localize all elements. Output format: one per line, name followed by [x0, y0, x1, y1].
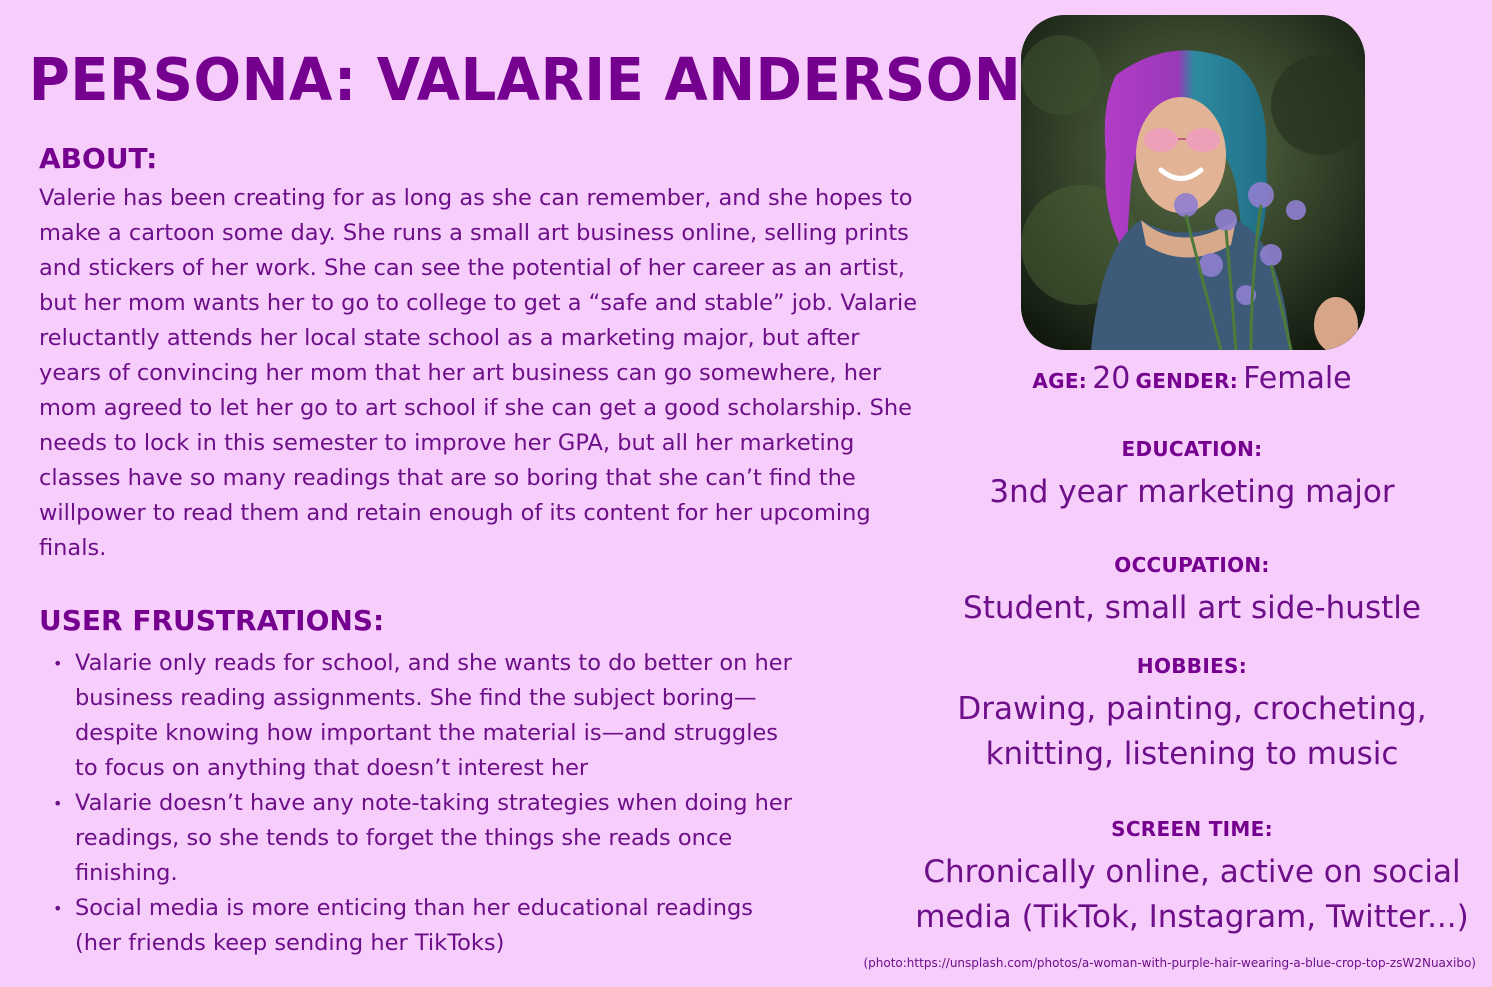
portrait-photo-icon: [1021, 15, 1365, 350]
age-value: 20: [1092, 361, 1131, 396]
gender-value: Female: [1243, 361, 1352, 396]
age-gender-row: [900, 356, 1484, 401]
screen-time-line: Chronically online, active on social: [923, 854, 1461, 890]
occupation-value: Student, small art side-hustle: [963, 590, 1421, 626]
screen-time-line: media (TikTok, Instagram, Twitter...): [915, 899, 1469, 935]
frustrations-list: [39, 646, 799, 961]
list-item: • Social media is more enticing than her educational readings (her friends keep sending her TikToks): [39, 891, 799, 961]
gender-label: GENDER:: [1135, 369, 1239, 393]
screen-time-label: SCREEN TIME:: [1111, 817, 1273, 841]
education-label: EDUCATION:: [1121, 437, 1263, 461]
list-item: • Valarie doesn’t have any note-taking strategies when doing her readings, so she tends to forget the things she reads once finishing.: [39, 786, 799, 891]
page-title: PERSONA: VALARIE ANDERSON: [28, 46, 1022, 115]
hobbies-label: HOBBIES:: [1136, 654, 1248, 678]
education-value: 3nd year marketing major: [989, 474, 1395, 510]
hobbies-line: knitting, listening to music: [985, 736, 1399, 772]
hobbies-line: Drawing, painting, crocheting,: [957, 691, 1427, 727]
age-label: AGE:: [1032, 369, 1088, 393]
hobbies-value: [900, 687, 1484, 777]
frustrations-heading: USER FRUSTRATIONS:: [39, 604, 385, 637]
photo-credit: (photo:https://unsplash.com/photos/a-woman-with-purple-hair-wearing-a-blue-crop-top-zsW2Nuaxibo): [863, 956, 1476, 970]
list-item: • Valarie only reads for school, and she wants to do better on her business reading assignments. She find the subject boring—despite knowing how important the material is—and struggles to focus on anything that doesn’t interest her: [39, 646, 799, 786]
about-text: Valerie has been creating for as long as she can remember, and she hopes to make a cartoon some day. She runs a small art business online, selling prints and stickers of her work. She can see the potential of her career as an artist, but her mom wants her to go to college to get a “safe and stable” job. Valarie reluctantly attends her local state school as a marketing major, but after years of convincing her mom that her art business can go somewhere, her mom agreed to let her go to art school if she can get a good scholarship. She needs to lock in this semester to improve her GPA, but all her marketing classes have so many readings that are so boring that she can’t find the willpower to read them and retain enough of its content for her upcoming finals.: [39, 185, 918, 561]
about-heading: ABOUT:: [39, 142, 158, 175]
occupation-label: OCCUPATION:: [1114, 553, 1270, 577]
screen-time-value: [900, 850, 1484, 940]
